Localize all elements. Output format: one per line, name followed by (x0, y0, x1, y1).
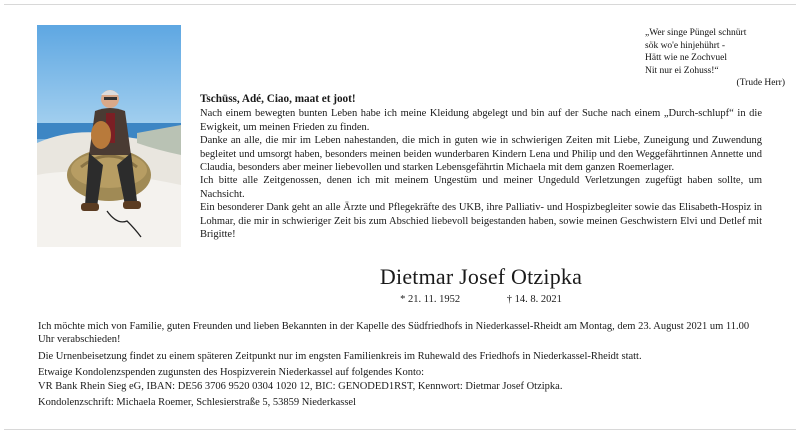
quote-line: „Wer singe Püngel schnürt (645, 28, 747, 38)
detail-line: Etwaige Kondolenzspenden zugunsten des Hospizverein Niederkassel auf folgendes Konto: (38, 367, 425, 379)
birth-date: * 21. 11. 1952 (400, 294, 461, 305)
service-details (38, 320, 768, 412)
quote-line: Nit nur ei Zohuss!“ (645, 65, 719, 76)
quote-line: sök wo'e hinjehührt - (645, 40, 726, 51)
quote-attribution: (Trude Herr) (736, 78, 785, 88)
deceased-name: Dietmar Josef Otzipka (379, 264, 583, 289)
quote-block (645, 27, 795, 90)
message-paragraph: Nach einem bewegten bunten Leben habe ich meine Kleidung abgelegt und bin auf der Suche nach einem „Durch-schlupf“ in die Ewigkeit, um meinen Frieden zu finden. (200, 108, 762, 133)
detail-line: Kondolenzschrift: Michaela Roemer, Schlesierstraße 5, 53859 Niederkassel (38, 397, 356, 409)
death-date: † 14. 8. 2021 (506, 294, 562, 305)
message-paragraph: Ein besonderer Dank geht an alle Ärzte und Pflegekräfte des UKB, ihre Palliativ- und Hospizbegleiter sowie das Elisabeth-Hospiz in Lohmar, die mir in schwieriger Zeit bis zum Abschied liebevoll beigestanden haben, sowie meinen Geschwistern Elvi und Detlef mit Brigitte! (200, 202, 762, 241)
farewell-message (200, 93, 762, 241)
detail-line: VR Bank Rhein Sieg eG, IBAN: DE56 3706 9520 0304 1020 12, BIC: GENODED1RST, Kennwort: Dietmar Josef Otzipka. (38, 380, 563, 392)
life-dates (200, 294, 762, 305)
detail-line: Die Urnenbeisetzung findet zu einem späteren Zeitpunkt nur im engsten Familienkreis im Ruhewald des Friedhofs in Niederkassel-Rheidt statt. (38, 350, 642, 362)
quote-line: Hätt wie ne Zochvuel (645, 53, 728, 63)
portrait-photo (37, 25, 181, 247)
portrait-photo-image (37, 25, 181, 247)
message-paragraph: Danke an alle, die mir im Leben nahestanden, die mich in guten wie in schwierigen Zeiten mit Liebe, Zuneigung und Zuwendung begleitet und umsorgt haben, besonders meinen beiden wunderbaren Kindern Lena und Philip und den Weggefährtinnen Annette und Claudia, besonders aber meiner liebevollen und starken Lebensgefährtin Michaela mit dem ganzen Roemerlager. (200, 135, 762, 174)
detail-line: Ich möchte mich von Familie, guten Freunden und lieben Bekannten in der Kapelle des Südfriedhofs in Niederkassel-Rheidt am Montag, dem 23. August 2021 um 11.00 Uhr verabschieden! (38, 321, 750, 346)
farewell-heading: Tschüss, Adé, Ciao, maat et joot! (200, 93, 356, 105)
message-paragraph: Ich bitte alle Zeitgenossen, denen ich mit meinem Ungestüm und meiner Ungeduld Verletzungen zugefügt haben sollte, um Nachsicht. (200, 175, 762, 200)
